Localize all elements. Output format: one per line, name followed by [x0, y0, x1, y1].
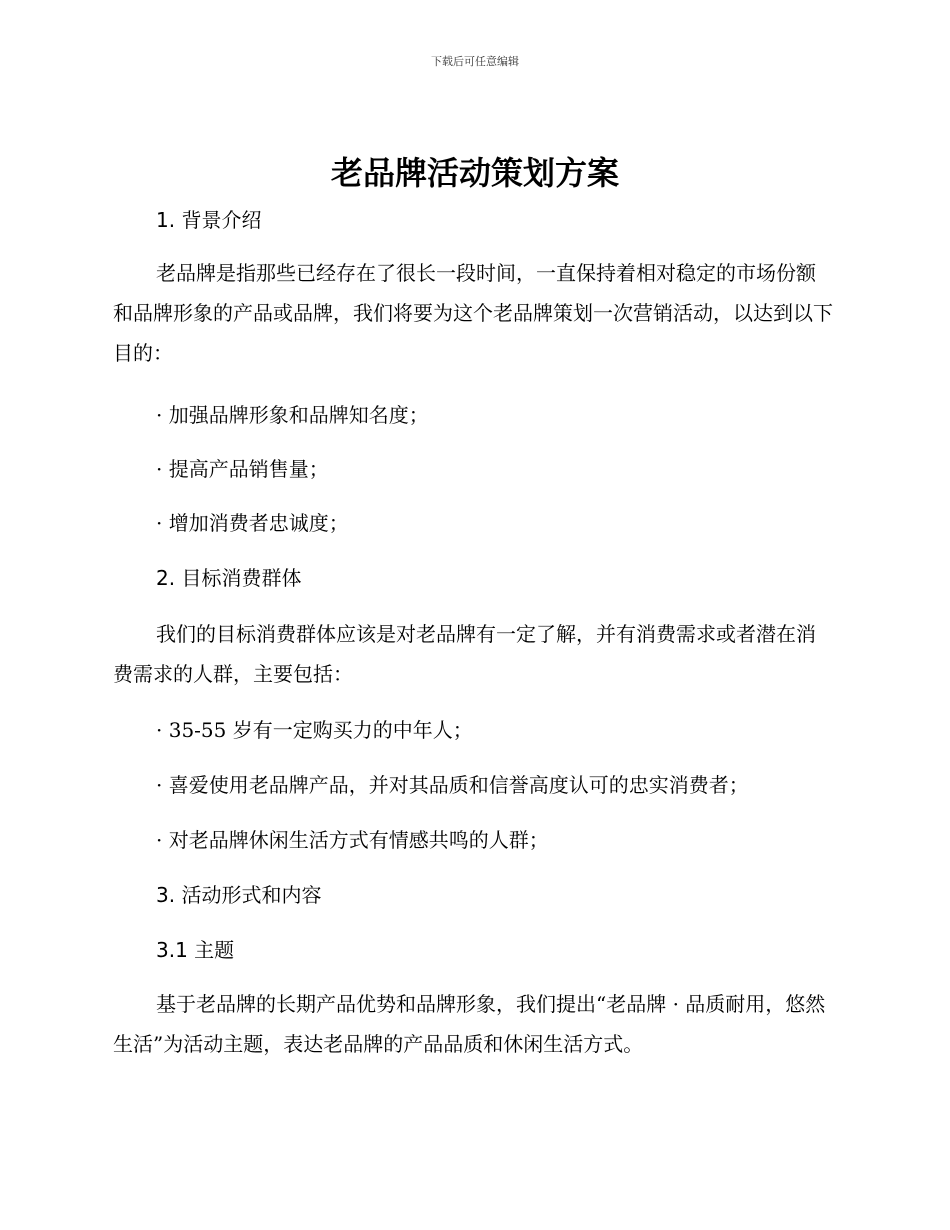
- section-heading-theme: 3.1 主题: [156, 938, 235, 962]
- bullet-item: · 增加消费者忠诚度；: [156, 511, 349, 535]
- paragraph-theme: 基于老品牌的长期产品优势和品牌形象，我们提出“老品牌 · 品质耐用，悠然生活”为活动主题，表达老品牌的产品品质和休闲生活方式。: [113, 992, 826, 1056]
- paragraph-target-consumers: 我们的目标消费群体应该是对老品牌有一定了解，并有消费需求或者潜在消费需求的人群，主要包括：: [113, 622, 816, 686]
- bullet-item: · 喜爱使用老品牌产品，并对其品质和信誉高度认可的忠实消费者；: [156, 773, 749, 797]
- section-heading-target-consumers: 2. 目标消费群体: [156, 566, 302, 590]
- page-header-note: 下载后可任意编辑: [431, 55, 519, 68]
- bullet-item: · 35-55 岁有一定购买力的中年人；: [156, 718, 473, 742]
- section-heading-activity-form: 3. 活动形式和内容: [156, 883, 322, 907]
- section-heading-background: 1. 背景介绍: [156, 208, 262, 232]
- bullet-item: · 提高产品销售量；: [156, 457, 329, 481]
- document-title: 老品牌活动策划方案: [330, 154, 619, 192]
- bullet-item: · 对老品牌休闲生活方式有情感共鸣的人群；: [156, 828, 549, 852]
- bullet-item: · 加强品牌形象和品牌知名度；: [156, 403, 429, 427]
- paragraph-background: 老品牌是指那些已经存在了很长一段时间，一直保持着相对稳定的市场份额和品牌形象的产品或品牌，我们将要为这个老品牌策划一次营销活动，以达到以下目的：: [113, 261, 833, 365]
